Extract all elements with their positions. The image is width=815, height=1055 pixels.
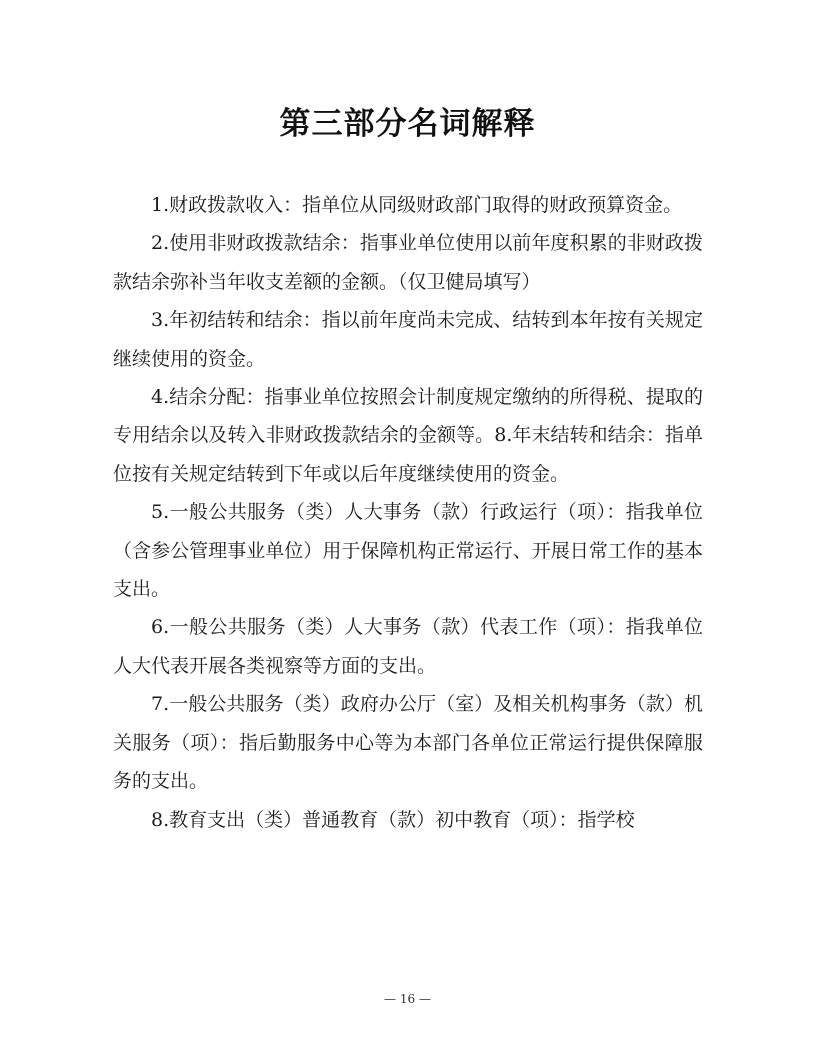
paragraph-6: 6.一般公共服务（类）人大事务（款）代表工作（项）：指我单位人大代表开展各类视察等方面的支出。 [113, 616, 703, 677]
paragraph-4: 4.结余分配：指事业单位按照会计制度规定缴纳的所得税、提取的专用结余以及转入非财政拨款结余的金额等。8.年末结转和结余：指单位按有关规定结转到下年或以后年度继续使用的资金。 [113, 386, 703, 485]
page-title: 第三部分名词解释 [279, 106, 536, 142]
paragraph-5: 5.一般公共服务（类）人大事务（款）行政运行（项）：指我单位（含参公管理事业单位）用于保障机构正常运行、开展日常工作的基本支出。 [113, 501, 703, 601]
document-body [113, 186, 703, 839]
paragraph-3: 3.年初结转和结余：指以前年度尚未完成、结转到本年按有关规定继续使用的资金。 [113, 309, 703, 370]
paragraph-7: 7.一般公共服务（类）政府办公厅（室）及相关机构事务（款）机关服务（项）：指后勤服务中心等为本部门各单位正常运行提供保障服务的支出。 [113, 693, 703, 793]
page-number: — 16 — [384, 992, 431, 1006]
paragraph-2: 2.使用非财政拨款结余：指事业单位使用以前年度积累的非财政拨款结余弥补当年收支差额的金额。（仅卫健局填写） [113, 232, 703, 293]
paragraph-1: 1.财政拨款收入：指单位从同级财政部门取得的财政预算资金。 [151, 194, 683, 216]
paragraph-8: 8.教育支出（类）普通教育（款）初中教育（项）：指学校 [151, 808, 635, 831]
